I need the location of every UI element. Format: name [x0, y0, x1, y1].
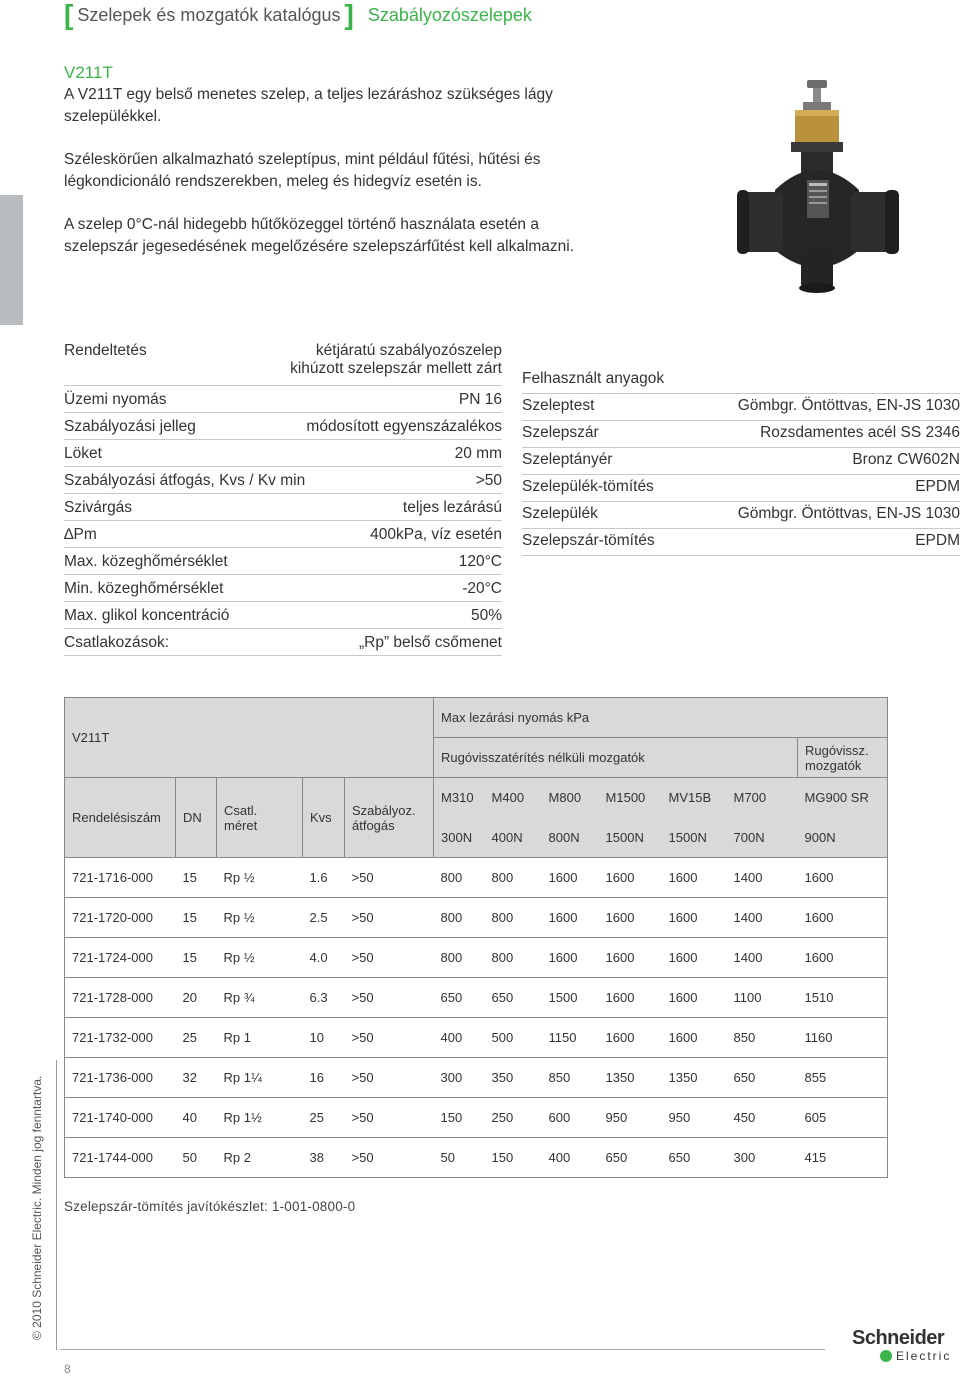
table-cell: 450 — [727, 1098, 798, 1138]
table-cell: 1600 — [599, 858, 662, 898]
table-row — [65, 898, 888, 938]
table-cell: 38 — [303, 1138, 345, 1178]
spec-label: Max. közeghőmérséklet — [64, 553, 228, 570]
actuator-force: 900N — [798, 818, 888, 858]
table-cell: 150 — [485, 1138, 542, 1178]
repair-kit-note: Szelepszár-tömítés javítókészlet: 1-001-0800-0 — [64, 1199, 356, 1214]
col-range — [345, 778, 434, 858]
col-kvs: Kvs — [303, 778, 345, 858]
spec-label: Rendeltetés — [64, 342, 147, 359]
spec-value: „Rp” belső csőmenet — [358, 634, 502, 651]
table-cell: 800 — [434, 938, 485, 978]
table-cell: 800 — [485, 898, 542, 938]
spec-value: PN 16 — [458, 391, 502, 408]
margin-divider — [56, 1060, 57, 1350]
spec-label: ∆Pm — [64, 526, 97, 543]
spec-row — [64, 629, 502, 656]
table-cell: 650 — [485, 978, 542, 1018]
actuator-force: 800N — [542, 818, 599, 858]
table-cell: 721-1724-000 — [65, 938, 176, 978]
spec-value: 120°C — [458, 553, 502, 570]
material-label: Szeleptest — [522, 397, 595, 414]
spec-row — [64, 413, 502, 440]
logo-line1: Schneider — [852, 1327, 945, 1349]
table-cell: 1160 — [798, 1018, 888, 1058]
table-cell: >50 — [345, 978, 434, 1018]
col-range-line2: átfogás — [352, 817, 395, 833]
material-label: Szelepszár-tömítés — [522, 532, 655, 549]
spec-row — [64, 548, 502, 575]
table-cell: 1600 — [542, 858, 599, 898]
table-cell: 500 — [485, 1018, 542, 1058]
spec-row — [64, 494, 502, 521]
spec-row — [64, 386, 502, 413]
intro-paragraph-2: Széleskörűen alkalmazható szeleptípus, mint például fűtési, hűtési és légkondicionáló rendszerekben, meleg és hidegvíz esetén is. — [64, 151, 541, 190]
spec-label: Üzemi nyomás — [64, 391, 167, 408]
table-cell: 1350 — [599, 1058, 662, 1098]
actuator-name: M700 — [727, 778, 798, 818]
table-cell: 415 — [798, 1138, 888, 1178]
table-cell: >50 — [345, 858, 434, 898]
spec-value: módosított egyenszázalékos — [306, 418, 502, 435]
copyright-text: © 2010 Schneider Electric. Minden jog fenntartva. — [30, 1075, 44, 1340]
table-cell: 15 — [176, 858, 217, 898]
sidebar-marker — [0, 195, 23, 325]
table-cell: 250 — [485, 1098, 542, 1138]
model-cell: V211T — [65, 698, 434, 778]
table-cell: 1600 — [798, 858, 888, 898]
spec-value — [290, 342, 502, 378]
schneider-logo — [852, 1328, 960, 1364]
table-cell: 950 — [599, 1098, 662, 1138]
material-row — [522, 394, 960, 421]
material-value: Rozsdamentes acél SS 2346 — [760, 424, 960, 441]
table-cell: 1400 — [727, 858, 798, 898]
material-value: Gömbgr. Öntöttvas, EN-JS 1030 — [737, 505, 960, 522]
table-cell: 605 — [798, 1098, 888, 1138]
table-cell: 1.6 — [303, 858, 345, 898]
table-cell: 1600 — [662, 858, 727, 898]
table-cell: 800 — [485, 938, 542, 978]
col-range-line1: Szabályoz. — [352, 802, 416, 818]
spec-value: 50% — [470, 607, 502, 624]
table-cell: 25 — [303, 1098, 345, 1138]
material-value: Gömbgr. Öntöttvas, EN-JS 1030 — [737, 397, 960, 414]
table-cell: 400 — [542, 1138, 599, 1178]
table-cell: 1600 — [599, 898, 662, 938]
materials-table — [522, 367, 960, 556]
catalog-title: Szelepek és mozgatók katalógus — [77, 4, 341, 25]
table-cell: 2.5 — [303, 898, 345, 938]
table-row — [65, 1058, 888, 1098]
spec-value: 400kPa, víz esetén — [370, 526, 502, 543]
materials-heading-text: Felhasznált anyagok — [522, 370, 665, 387]
table-cell: 855 — [798, 1058, 888, 1098]
spec-row — [64, 440, 502, 467]
actuator-force: 300N — [434, 818, 485, 858]
table-cell: 15 — [176, 898, 217, 938]
table-cell: 1600 — [662, 898, 727, 938]
col-dn: DN — [176, 778, 217, 858]
table-cell: 650 — [727, 1058, 798, 1098]
spec-row — [64, 575, 502, 602]
table-cell: 1600 — [599, 1018, 662, 1058]
header-bracket-close: ] — [344, 0, 354, 30]
spec-value: 20 mm — [454, 445, 502, 462]
col-order-number: Rendelésiszám — [65, 778, 176, 858]
table-cell: Rp ½ — [217, 938, 303, 978]
specs-table — [64, 341, 502, 656]
table-cell: 721-1728-000 — [65, 978, 176, 1018]
table-row — [65, 938, 888, 978]
material-label: Szelepülék-tömítés — [522, 478, 654, 495]
table-cell: Rp 1½ — [217, 1098, 303, 1138]
actuator-name: M800 — [542, 778, 599, 818]
table-cell: 800 — [434, 898, 485, 938]
table-cell: 1600 — [662, 1018, 727, 1058]
table-cell: 650 — [434, 978, 485, 1018]
table-cell: 1400 — [727, 938, 798, 978]
col-connection-line1: Csatl. — [224, 802, 258, 818]
material-row — [522, 421, 960, 448]
footer-divider — [60, 1349, 825, 1350]
intro-paragraph-3: A szelep 0°C-nál hidegebb hűtőközeggel történő használata esetén a szelepszár jegesedésének megelőzésére szelepszárfűtést kell alkalmazni. — [64, 216, 575, 255]
table-cell: 6.3 — [303, 978, 345, 1018]
order-table-body — [65, 858, 888, 1178]
table-cell: 300 — [434, 1058, 485, 1098]
actuator-force: 1500N — [662, 818, 727, 858]
table-row — [65, 858, 888, 898]
table-row — [65, 978, 888, 1018]
table-cell: 32 — [176, 1058, 217, 1098]
table-cell: 600 — [542, 1098, 599, 1138]
table-cell: 1600 — [662, 978, 727, 1018]
actuator-name: M400 — [485, 778, 542, 818]
actuator-name: M310 — [434, 778, 485, 818]
table-cell: 16 — [303, 1058, 345, 1098]
table-cell: 350 — [485, 1058, 542, 1098]
table-cell: 721-1740-000 — [65, 1098, 176, 1138]
spec-value-line1: kétjáratú szabályozószelep — [315, 342, 502, 359]
material-row — [522, 529, 960, 556]
materials-heading — [522, 367, 960, 394]
header-bracket-open: [ — [64, 0, 74, 30]
spec-value: teljes lezárású — [402, 499, 502, 516]
table-cell: 1600 — [542, 898, 599, 938]
material-row — [522, 475, 960, 502]
table-cell: >50 — [345, 1098, 434, 1138]
table-cell: 40 — [176, 1098, 217, 1138]
table-cell: 950 — [662, 1098, 727, 1138]
table-cell: 721-1744-000 — [65, 1138, 176, 1178]
logo-bottom — [852, 1349, 960, 1363]
section-title: Szabályozószelepek — [367, 4, 532, 25]
table-cell: 850 — [542, 1058, 599, 1098]
table-cell: 800 — [434, 858, 485, 898]
table-cell: Rp ¾ — [217, 978, 303, 1018]
table-cell: 50 — [434, 1138, 485, 1178]
table-cell: >50 — [345, 898, 434, 938]
logo-line2: Electric — [896, 1349, 952, 1363]
table-cell: 1600 — [798, 898, 888, 938]
intro-paragraph-1: A V211T egy belső menetes szelep, a teljes lezáráshoz szükséges lágy szelepülékkel. — [64, 86, 553, 125]
table-cell: 1600 — [798, 938, 888, 978]
table-cell: 150 — [434, 1098, 485, 1138]
spec-label: Szabályozási jelleg — [64, 418, 196, 435]
table-cell: Rp ½ — [217, 858, 303, 898]
table-cell: 4.0 — [303, 938, 345, 978]
table-cell: 800 — [485, 858, 542, 898]
spec-label: Min. közeghőmérséklet — [64, 580, 224, 597]
table-cell: 721-1736-000 — [65, 1058, 176, 1098]
table-cell: Rp 1 — [217, 1018, 303, 1058]
table-cell: >50 — [345, 938, 434, 978]
table-cell: 1400 — [727, 898, 798, 938]
actuator-force: 700N — [727, 818, 798, 858]
table-cell: 850 — [727, 1018, 798, 1058]
spec-label: Löket — [64, 445, 102, 462]
table-cell: 1150 — [542, 1018, 599, 1058]
table-cell: Rp 1¼ — [217, 1058, 303, 1098]
table-cell: 721-1720-000 — [65, 898, 176, 938]
table-cell: 650 — [599, 1138, 662, 1178]
table-cell: 1350 — [662, 1058, 727, 1098]
material-label: Szelepülék — [522, 505, 598, 522]
table-cell: 300 — [727, 1138, 798, 1178]
table-cell: 400 — [434, 1018, 485, 1058]
table-cell: 1600 — [542, 938, 599, 978]
table-cell: 721-1732-000 — [65, 1018, 176, 1058]
table-cell: Rp ½ — [217, 898, 303, 938]
actuator-name: M1500 — [599, 778, 662, 818]
table-cell: 1510 — [798, 978, 888, 1018]
spec-value-line2: kihúzott szelepszár mellett zárt — [290, 360, 502, 377]
material-value: Bronz CW602N — [852, 451, 960, 468]
material-value: EPDM — [915, 532, 960, 549]
order-table — [64, 697, 888, 1178]
table-row — [65, 1018, 888, 1058]
spec-label: Szabályozási átfogás, Kvs / Kv min — [64, 472, 306, 489]
spec-row — [64, 341, 502, 386]
spec-value: -20°C — [462, 580, 502, 597]
spec-label: Csatlakozások: — [64, 634, 170, 651]
table-cell: >50 — [345, 1058, 434, 1098]
table-cell: 650 — [662, 1138, 727, 1178]
material-row — [522, 502, 960, 529]
table-cell: 1600 — [599, 978, 662, 1018]
table-cell: 25 — [176, 1018, 217, 1058]
product-title: V211T — [64, 63, 113, 82]
page-number: 8 — [64, 1362, 71, 1376]
valve-product-image — [735, 80, 910, 295]
spec-row — [64, 467, 502, 494]
max-pressure-header: Max lezárási nyomás kPa — [434, 698, 888, 738]
material-label: Szeleptányér — [522, 451, 613, 468]
spec-label: Max. glikol koncentráció — [64, 607, 230, 624]
col-connection-line2: méret — [224, 817, 258, 833]
page-header — [64, 2, 532, 28]
actuator-name: MG900 SR — [798, 778, 888, 818]
actuator-force: 400N — [485, 818, 542, 858]
table-cell: 10 — [303, 1018, 345, 1058]
actuator-name: MV15B — [662, 778, 727, 818]
table-cell: 1500 — [542, 978, 599, 1018]
table-cell: >50 — [345, 1018, 434, 1058]
spec-row — [64, 521, 502, 548]
intro-section — [64, 62, 584, 279]
col-connection — [217, 778, 303, 858]
actuator-force: 1500N — [599, 818, 662, 858]
material-row — [522, 448, 960, 475]
table-cell: 20 — [176, 978, 217, 1018]
table-cell: 1600 — [599, 938, 662, 978]
table-row — [65, 1098, 888, 1138]
table-cell: 1100 — [727, 978, 798, 1018]
table-row — [65, 1138, 888, 1178]
table-cell: 1600 — [662, 938, 727, 978]
table-cell: 50 — [176, 1138, 217, 1178]
spec-label: Szivárgás — [64, 499, 133, 516]
table-cell: >50 — [345, 1138, 434, 1178]
material-label: Szelepszár — [522, 424, 599, 441]
logo-dot-icon — [880, 1350, 892, 1362]
group-spring: Rugóvissz. mozgatók — [798, 738, 888, 778]
table-cell: 15 — [176, 938, 217, 978]
material-value: EPDM — [915, 478, 960, 495]
group-no-spring: Rugóvisszatérítés nélküli mozgatók — [434, 738, 798, 778]
table-cell: 721-1716-000 — [65, 858, 176, 898]
spec-value: >50 — [475, 472, 502, 489]
spec-row — [64, 602, 502, 629]
table-cell: Rp 2 — [217, 1138, 303, 1178]
